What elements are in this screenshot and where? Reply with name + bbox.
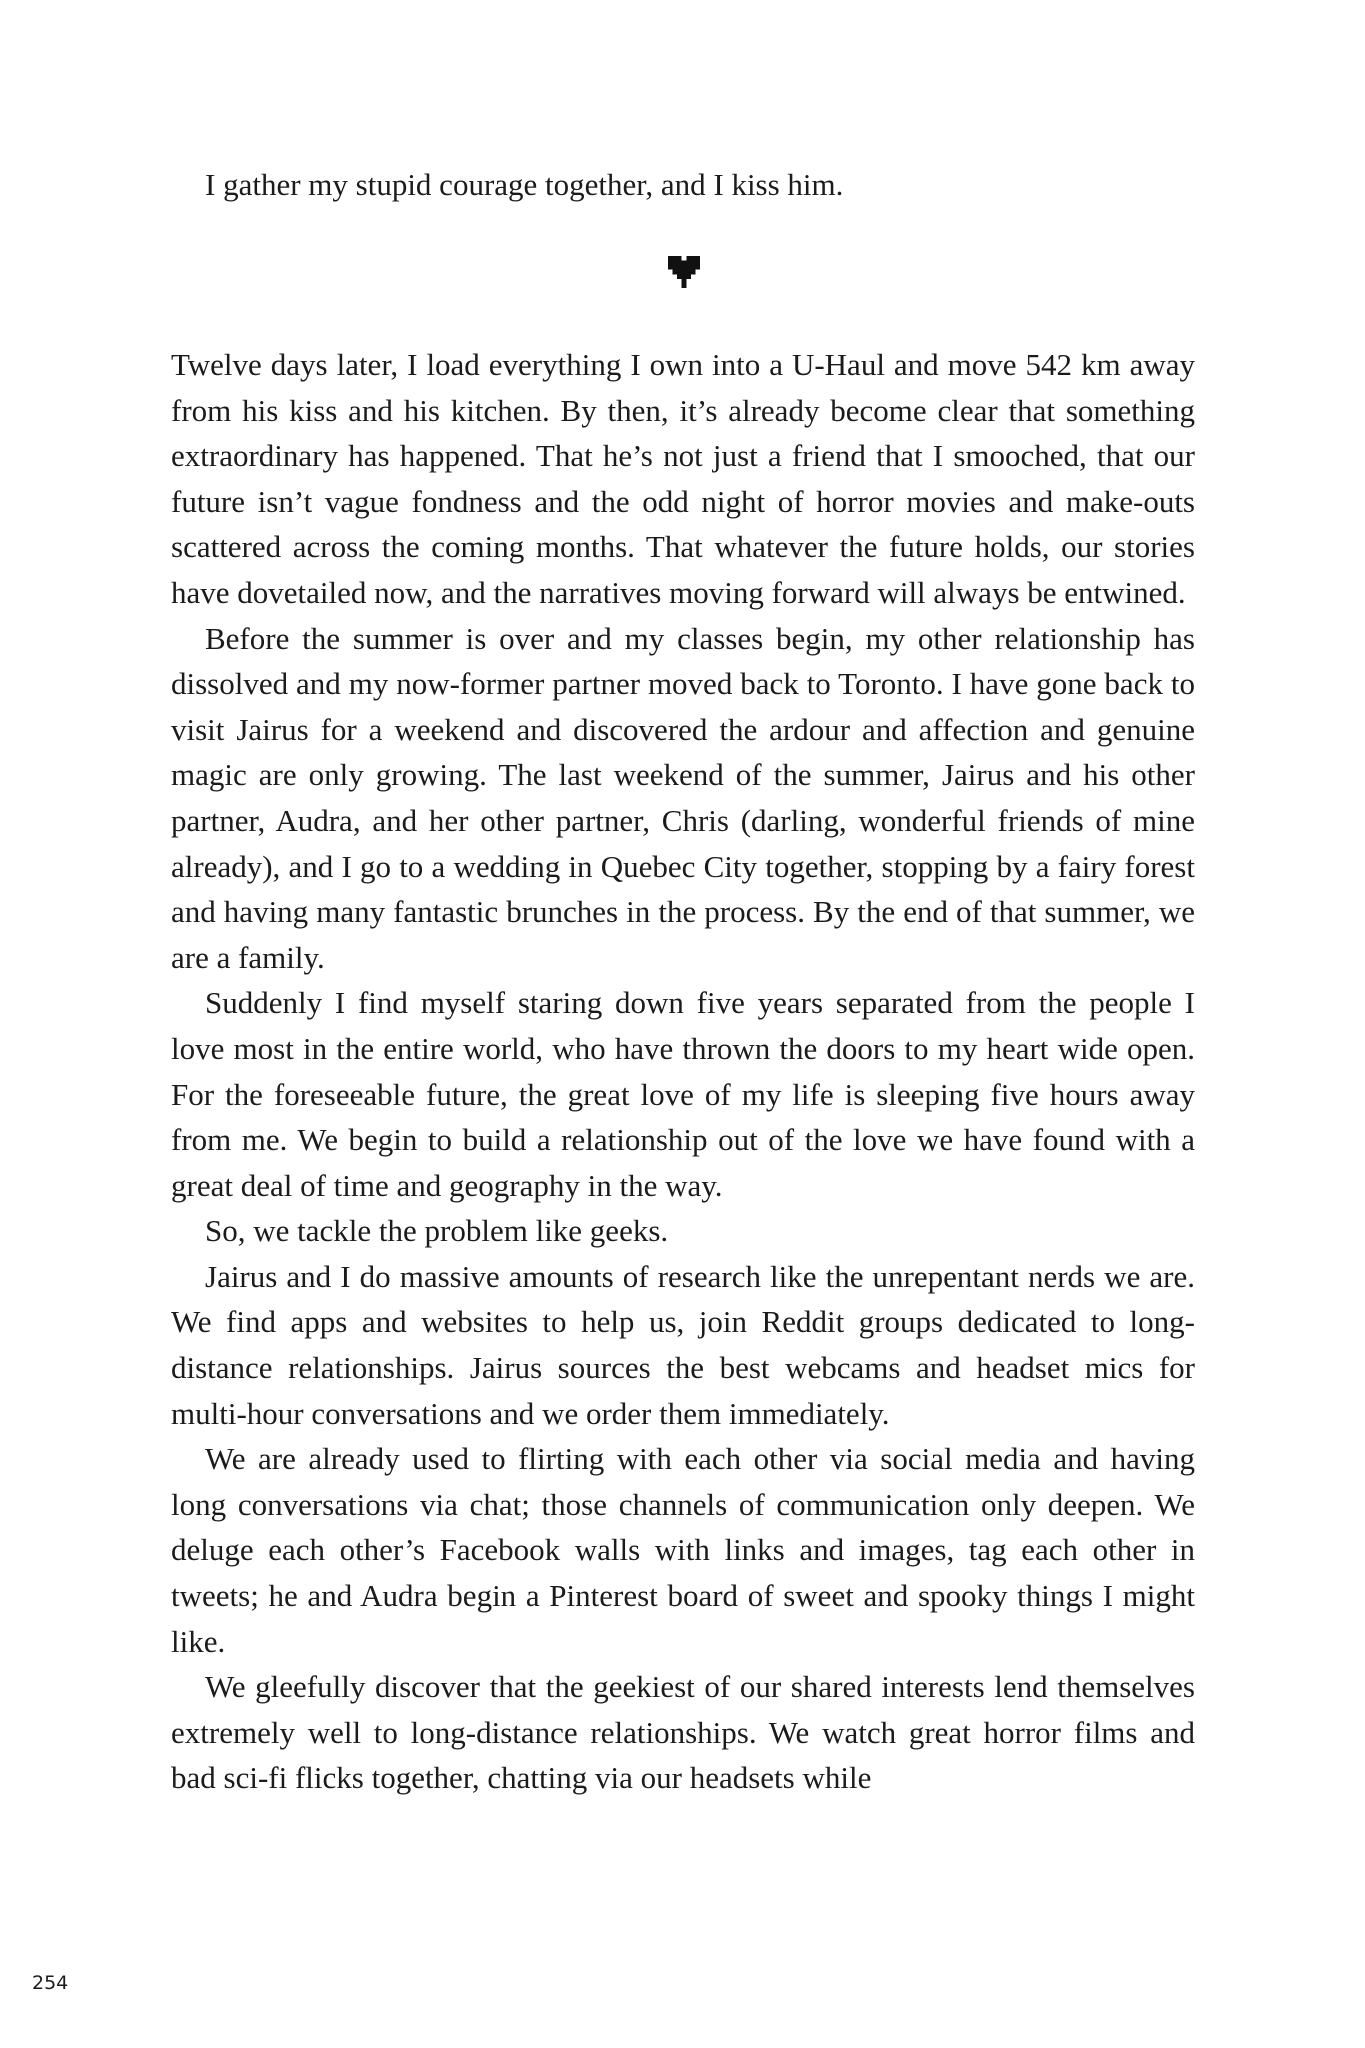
paragraph: We are already used to flirting with each other via social media and having long conversations via chat; those channels of communication only deepen. We deluge each other’s Facebook walls with links and images, tag each other in tweets; he and Audra begin a Pinterest board of sweet and spooky things I might like. bbox=[171, 1441, 1195, 1659]
body-text bbox=[171, 342, 1195, 1801]
paragraph: Twelve days later, I load everything I own into a U-Haul and move 542 km away from his kiss and his kitchen. By then, it’s already become clear that something extraordinary has happened. That he’s not just a friend that I smooched, that our future isn’t vague fondness and the odd night of horror movies and make-outs scattered across the coming months. That whatever the future holds, our stories have dovetailed now, and the narratives moving forward will always be entwined. bbox=[171, 347, 1195, 610]
paragraph: Jairus and I do massive amounts of research like the unrepentant nerds we are. We find apps and websites to help us, join Reddit groups dedicated to long-distance relationships. Jairus sources the best webcams and headset mics for multi-hour conversations and we order them immediately. bbox=[171, 1258, 1195, 1431]
paragraph: I gather my stupid courage together, and I kiss him. bbox=[205, 167, 844, 202]
page-number: 254 bbox=[32, 1972, 69, 1994]
paragraph: Suddenly I find myself staring down five years separated from the people I love most in the entire world, who have thrown the doors to my heart wide open. For the foreseeable future, the great love of my life is sleeping five hours away from me. We begin to build a relationship out of the love we have found with a great deal of time and geography in the way. bbox=[171, 985, 1195, 1203]
opening-paragraph-block bbox=[171, 162, 1195, 208]
paragraph: So, we tackle the problem like geeks. bbox=[205, 1213, 669, 1249]
pixel-heart-icon bbox=[667, 256, 701, 288]
paragraph: We gleefully discover that the geekiest of our shared interests lend themselves extremely well to long-distance relationships. We watch great horror films and bad sci-fi flicks together, chatting via our headsets while bbox=[171, 1669, 1195, 1796]
paragraph: Before the summer is over and my classes begin, my other relationship has dissolved and my now-former partner moved back to Toronto. I have gone back to visit Jairus for a weekend and discovered the ardour and affection and genuine magic are only growing. The last weekend of the summer, Jairus and his other partner, Audra, and her other partner, Chris (darling, wonderful friends of mine already), and I go to a wedding in Quebec City together, stopping by a fairy forest and having many fantastic brunches in the process. By the end of that summer, we are a family. bbox=[171, 620, 1195, 975]
